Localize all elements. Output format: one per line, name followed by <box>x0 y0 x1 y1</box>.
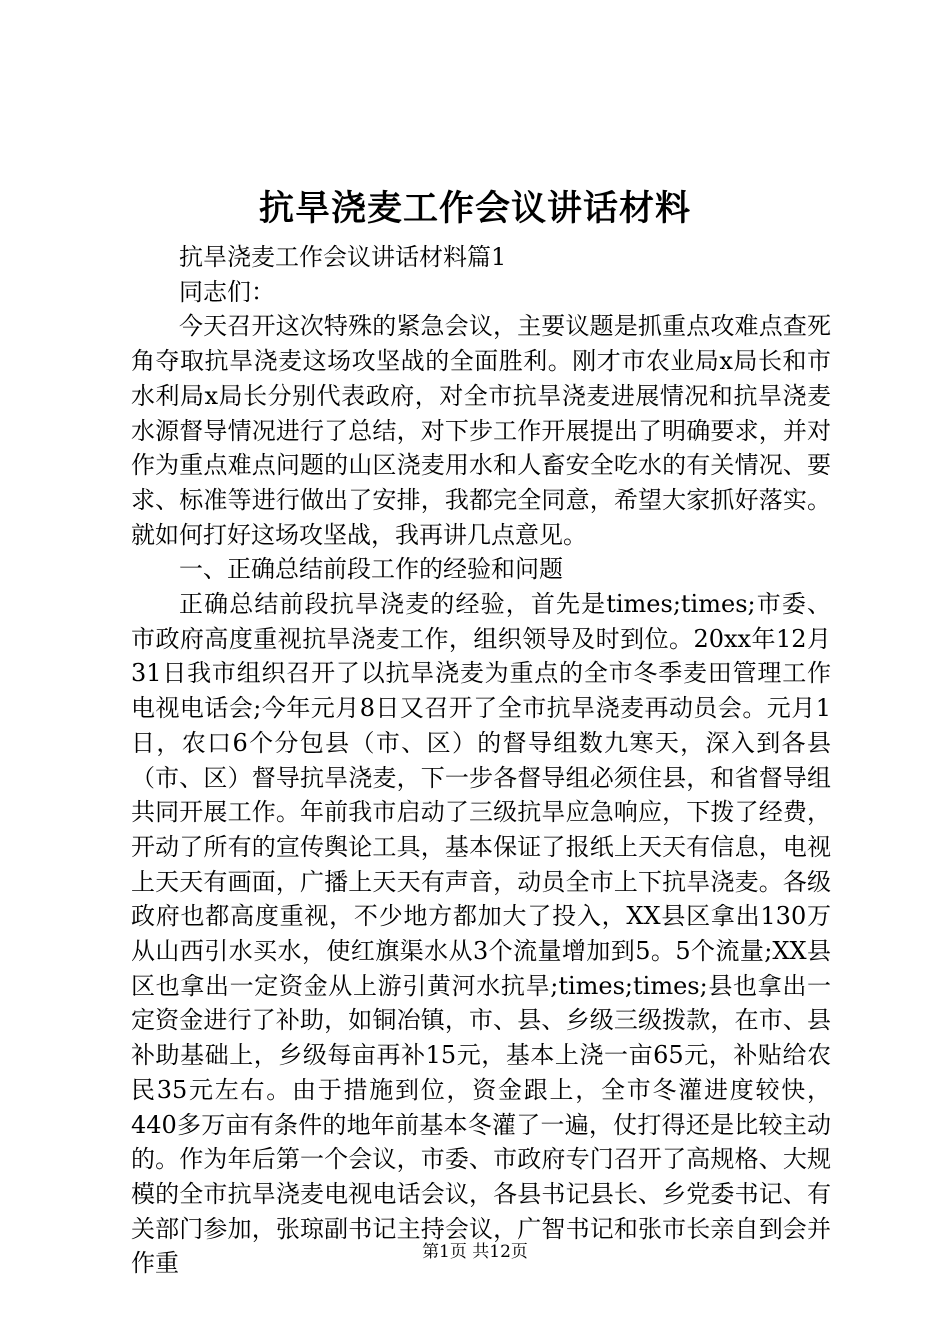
subtitle: 抗旱浇麦工作会议讲话材料篇1 <box>179 243 507 271</box>
greeting: 同志们： <box>179 277 275 306</box>
paragraph: 正确总结前段抗旱浇麦的经验，首先是times;times;市委、市政府高度重视抗旱浇麦工作，组织领导及时到位。20xx年12月31日我市组织召开了以抗旱浇麦为重点的全市冬季麦田管理工作电视电话会;今年元月8日又召开了全市抗旱浇麦再动员会。元月1日，农口6个分包县（市、区）的督导组数九寒天，深入到各县（市、区）督导抗旱浇麦，下一步各督导组必须住县，和省督导组共同开展工作。年前我市启动了三级抗旱应急响应，下拨了经费，开动了所有的宣传舆论工具，基本保证了报纸上天天有信息，电视上天天有画面，广播上天天有声音，动员全市上下抗旱浇麦。各级政府也都高度重视，不少地方都加大了投入，XX县区拿出130万从山西引水买水，使红旗渠水从3个流量增加到5。5个流量;XX县区也拿出一定资金从上游引黄河水抗旱;times;times;县也拿出一定资金进行了补助，如铜冶镇，市、县、乡级三级拨款，在市、县补助基础上，乡级每亩再补15元，基本上浇一亩65元，补贴给农民35元左右。由于措施到位，资金跟上，全市冬灌进度较快，440多万亩有条件的地年前基本冬灌了一遍，仗打得还是比较主动的。作为年后第一个会议，市委、市政府专门召开了高规格、大规模的全市抗旱浇麦电视电话会议，各县书记县长、乡党委书记、有关部门参加，张琼副书记主持会议，广智书记和张市长亲自到会并作重 <box>131 590 831 1278</box>
paragraph: 今天召开这次特殊的紧急会议，主要议题是抓重点攻难点查死角夺取抗旱浇麦这场攻坚战的全面胜利。刚才市农业局x局长和市水利局x局长分别代表政府，对全市抗旱浇麦进展情况和抗旱浇麦水源督导情况进行了总结，对下步工作开展提出了明确要求，并对作为重点难点问题的山区浇麦用水和人畜安全吃水的有关情况、要求、标准等进行做出了安排，我都完全同意，希望大家抓好落实。就如何打好这场攻坚战，我再讲几点意见。 <box>131 312 831 549</box>
page-number: 第1页 共12页 <box>422 1242 528 1262</box>
document-body <box>131 240 831 1281</box>
section-heading: 一、正确总结前段工作的经验和问题 <box>179 555 563 584</box>
document-title: 抗旱浇麦工作会议讲话材料 <box>258 188 691 229</box>
